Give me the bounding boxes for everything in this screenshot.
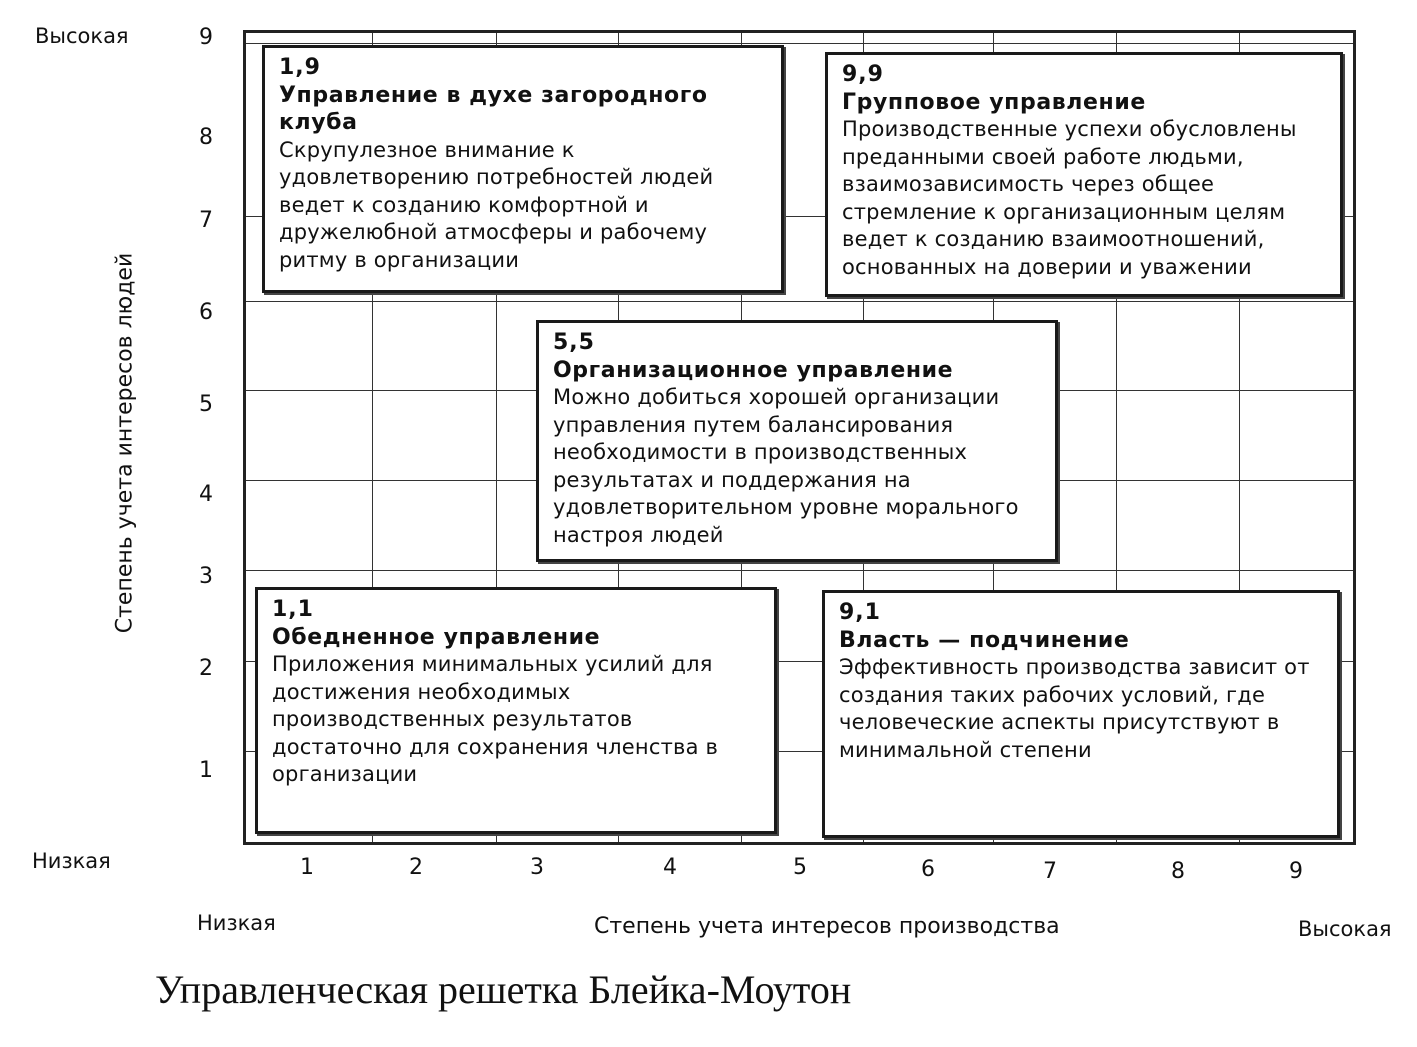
x-tick-1: 1 — [300, 855, 314, 880]
grid-hline — [246, 570, 1353, 571]
style-description: Эффективность производства зависит от создания таких рабочих условий, где человеческие аспекты присутствуют в минимальной степени — [839, 655, 1310, 762]
style-box-5-5 — [536, 320, 1058, 562]
x-tick-4: 4 — [663, 855, 677, 880]
style-description: Производственные успехи обусловлены преданными своей работе людьми, взаимозависимость через общее стремление к организационным целям ведет к созданию взаимоотношений, основанных на доверии и уважении — [842, 117, 1297, 279]
y-tick-7: 7 — [199, 208, 213, 233]
y-tick-2: 2 — [199, 656, 213, 681]
x-tick-5: 5 — [793, 855, 807, 880]
style-box-9-1 — [822, 590, 1340, 838]
grid-hline — [246, 43, 1353, 44]
x-tick-3: 3 — [530, 855, 544, 880]
style-code: 1,9 — [279, 55, 321, 80]
style-box-1-9 — [262, 45, 784, 293]
y-axis-high-label: Высокая — [35, 24, 129, 48]
y-tick-4: 4 — [199, 482, 213, 507]
figure-caption: Управленческая решетка Блейка-Моутон — [155, 967, 852, 1012]
x-tick-2: 2 — [409, 855, 423, 880]
style-box-1-1 — [255, 587, 777, 834]
style-description: Приложения минимальных усилий для достижения необходимых производственных результатов достаточно для сохранения членства в организации — [272, 652, 719, 786]
style-code: 1,1 — [272, 597, 314, 622]
grid-hline — [246, 301, 1353, 302]
x-tick-6: 6 — [921, 857, 935, 882]
y-tick-8: 8 — [199, 125, 213, 150]
y-tick-5: 5 — [199, 392, 213, 417]
style-title: Обедненное управление — [272, 624, 601, 650]
y-tick-9: 9 — [199, 25, 213, 50]
x-axis-low-label: Низкая — [197, 911, 276, 935]
style-title: Групповое управление — [842, 89, 1146, 115]
y-axis-title: Степень учета интересов людей — [112, 252, 138, 634]
style-description: Скрупулезное внимание к удовлетворению потребностей людей ведет к созданию комфортной и дружелюбной атмосферы и рабочему ритму в организации — [279, 137, 714, 272]
style-title: Организационное управление — [553, 357, 954, 383]
style-title: Власть — подчинение — [839, 627, 1130, 653]
y-axis-low-label: Низкая — [32, 849, 111, 873]
y-tick-6: 6 — [199, 300, 213, 325]
x-axis-high-label: Высокая — [1298, 917, 1392, 941]
style-description: Можно добиться хорошей организации управления путем балансирования необходимости в производственных результатах и поддержания на удовлетворительном уровне морального настроя людей — [553, 385, 1019, 547]
y-tick-1: 1 — [199, 758, 213, 783]
style-title: Управление в духе загородного клуба — [279, 82, 708, 135]
style-code: 9,9 — [842, 62, 884, 87]
x-tick-8: 8 — [1171, 859, 1185, 884]
x-tick-9: 9 — [1289, 859, 1303, 884]
style-code: 5,5 — [553, 330, 595, 355]
y-tick-3: 3 — [199, 564, 213, 589]
x-axis-title: Степень учета интересов производства — [594, 914, 1060, 939]
x-tick-7: 7 — [1043, 859, 1057, 884]
style-box-9-9 — [825, 52, 1343, 297]
style-code: 9,1 — [839, 600, 881, 625]
